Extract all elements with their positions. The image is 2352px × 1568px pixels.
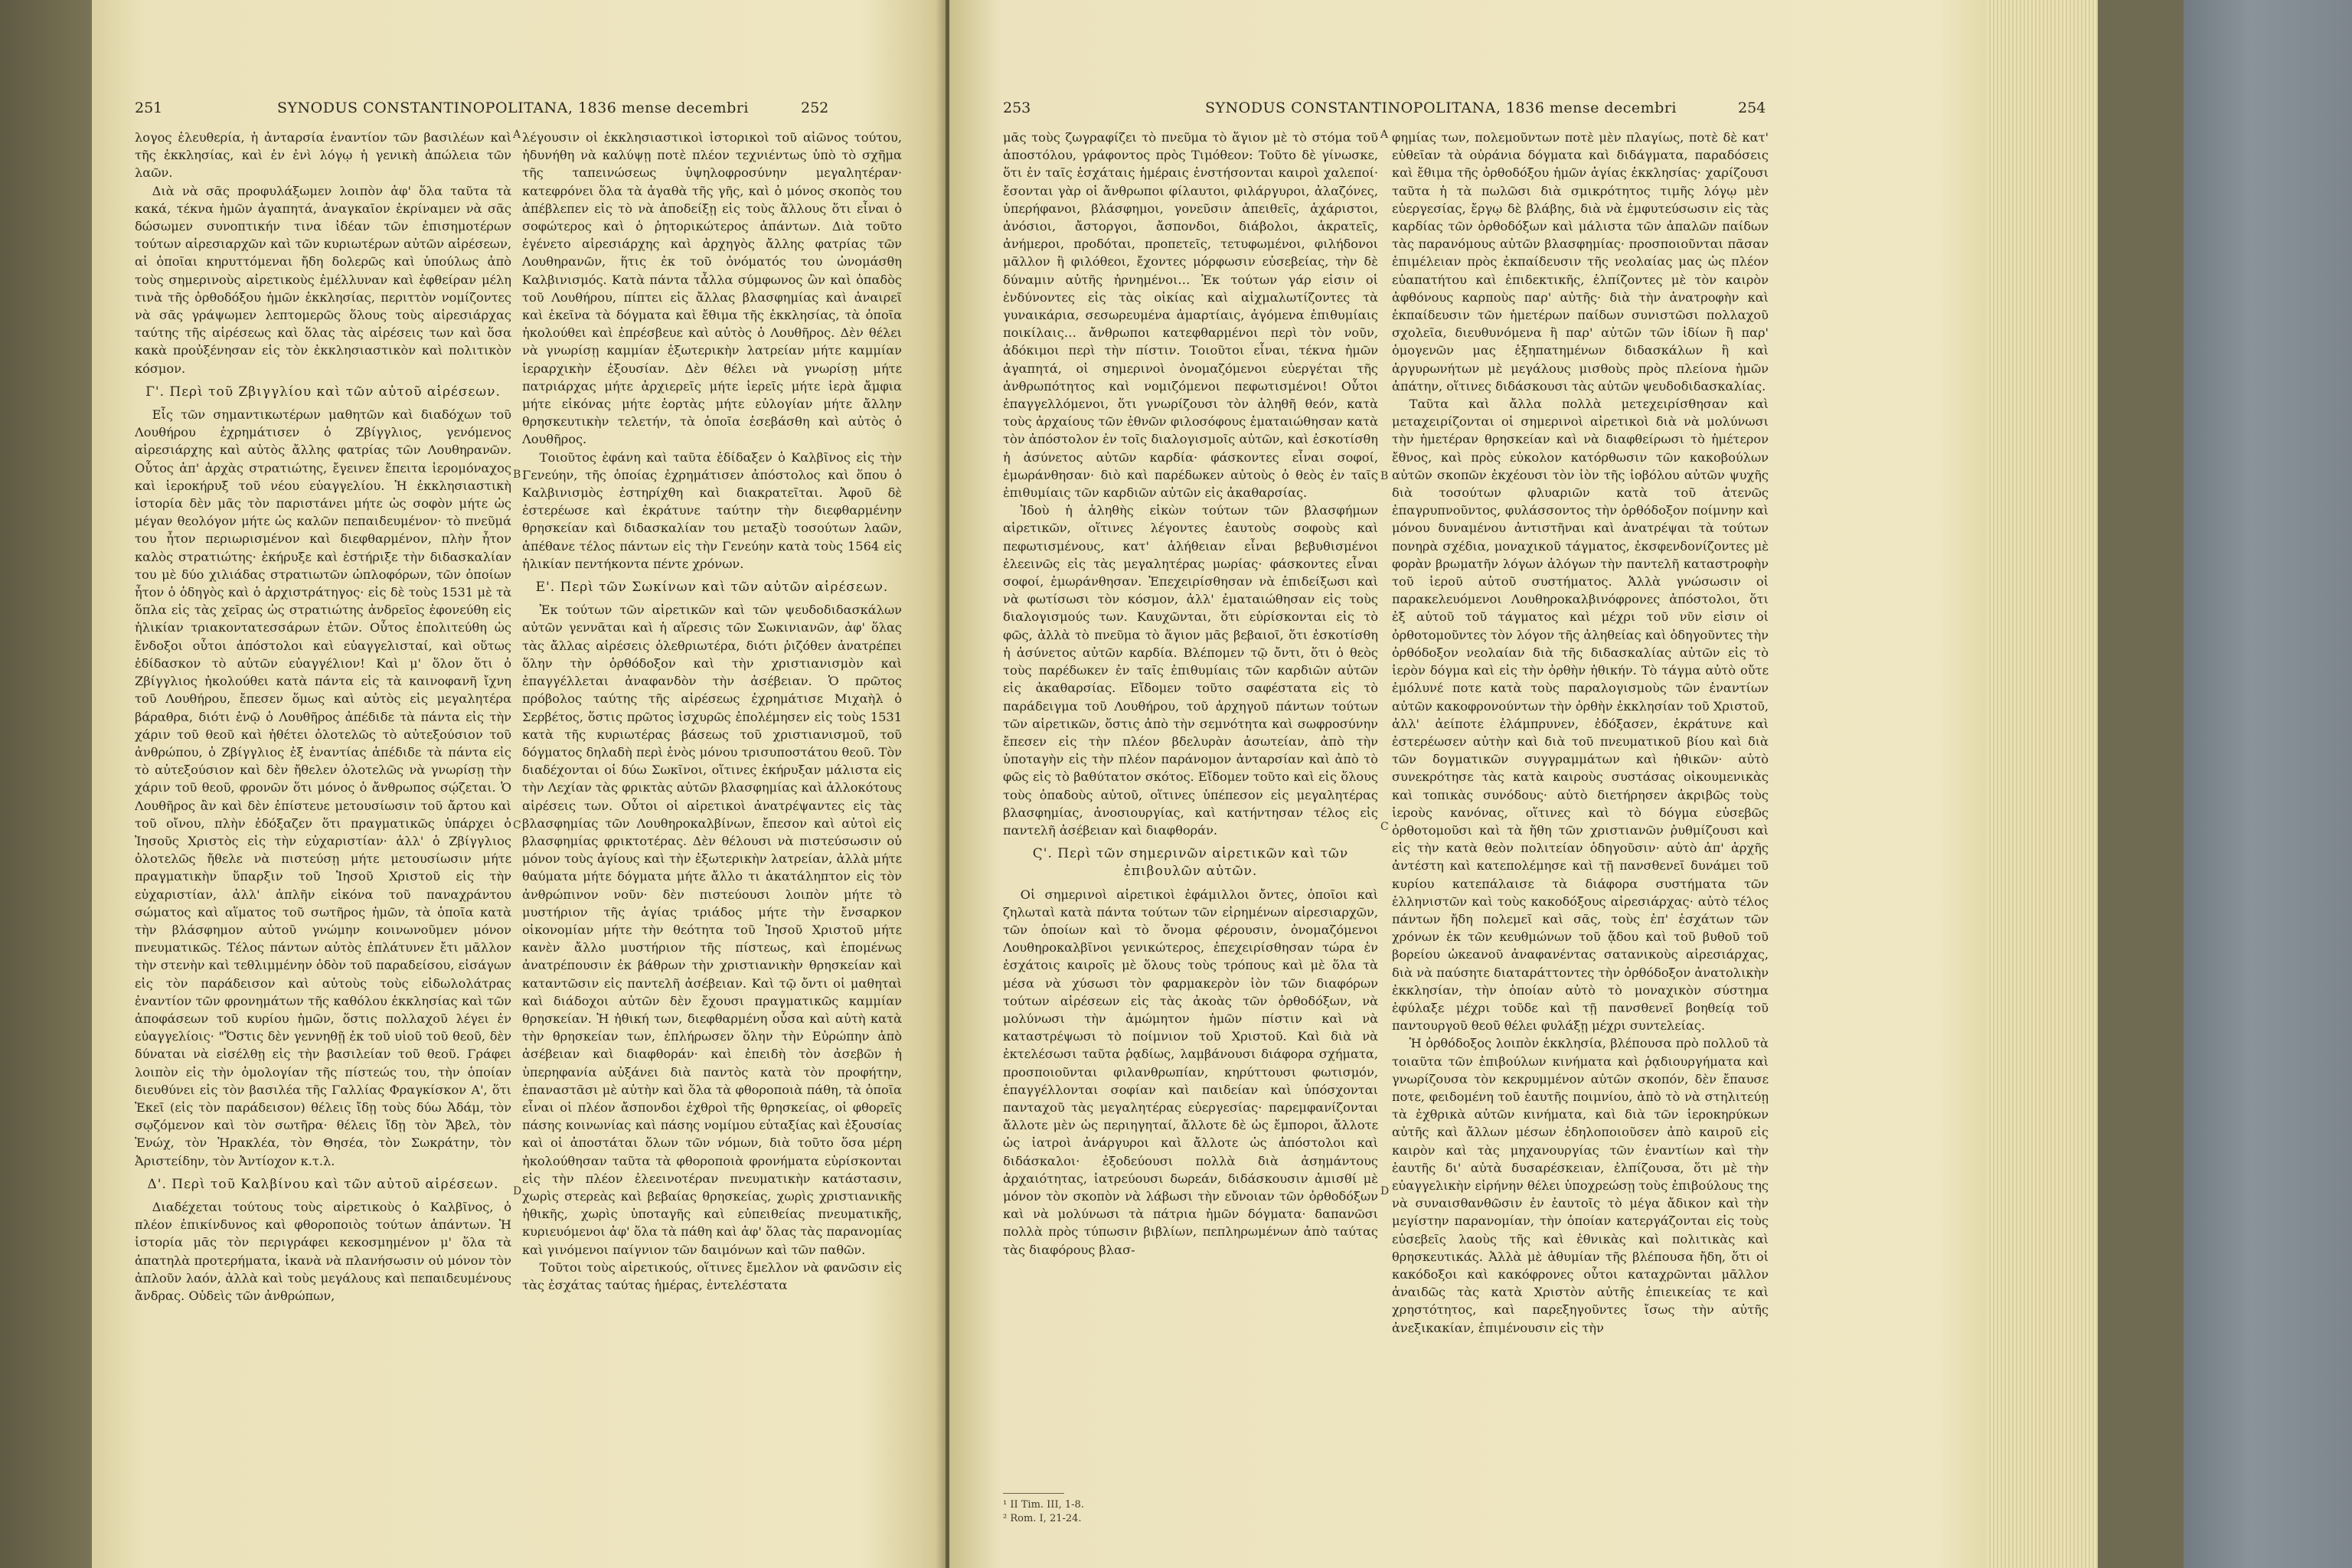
paragraph: Ἡ ὀρθόδοξος λοιπὸν ἐκκλησία, βλέπουσα πρὸ πολλοῦ τὰ τοιαῦτα τῶν ἐπιβούλων κινήματα καὶ ῥᾳδιουργήματα καὶ γνωρίζουσα τὸν κεκρυμμένον αὐτῶν σκοπόν, δὲν ἔπαυσε ποτε, φειδομένη τοῦ ἑαυτῆς ποιμνίου, ἀπὸ τὸ νὰ στηλιτεύῃ τὰ ἐχθρικὰ αὐτῶν κινήματα, καὶ διὰ τῶν ἱεροκηρύκων αὐτῆς καὶ ἄλλων μέσων ἐδηλοποιοῦσεν ἀπὸ καιροῦ εἰς καιρὸν καὶ τὰς μηχανουργίας τῶν ἐναντίων καὶ τὴν ἑαυτῆς δι' αὐτὰ δυσαρέσκειαν, ἐλπίζουσα, ὅτι μὲ τὴν εὐαγγελικὴν εἰρήνην θέλει ὑποχρεώσῃ τοὺς ἐπιβούλους της νὰ συναισθανθῶσιν ἐν ἑαυτοῖς τὸ μέγα ἄδικον καὶ τὴν μεγίστην παρανομίαν, τὴν ὁποίαν κατεργάζονται εἰς τοὺς εὐσεβεῖς λαοὺς τῆς καὶ ἐθνικὰς καὶ πολιτικὰς καὶ θρησκευτικάς. Ἀλλὰ μὲ ἀθυμίαν τῆς βλέπουσα ἤδη, ὅτι οἱ κακόδοξοι καὶ κακόφρονες οὗτοι καταχρῶνται μᾶλλον ἀναιδῶς τὰς κατὰ Χριστὸν αὐτῆς ἐπιεικείας τε καὶ χρηστότητος, καὶ παρεξηγοῦντες ἴσως τὴν αὐτῆς ἀνεξικακίαν, ἐπιμένουσιν εἰς τὴν [1392,1036,1769,1335]
left-page [92,0,946,1568]
section-marker: B [1380,470,1389,482]
section-heading: Δ'. Περὶ τοῦ Καλβίνου καὶ τῶν αὐτοῦ αἱρέσεων. [147,1176,499,1192]
table-surface-right [2184,0,2352,1568]
section-marker: A [513,129,521,141]
paragraph: μᾶς τοὺς ζωγραφίζει τὸ πνεῦμα τὸ ἅγιον μὲ τὸ στόμα τοῦ ἀποστόλου, γράφοντος πρὸς Τιμόθεον: Τοῦτο δὲ γίνωσκε, ὅτι ἐν ταῖς ἐσχάταις ἡμέραις ἐνστήσονται καιροὶ χαλεποί· ἔσονται γὰρ οἱ ἄνθρωποι φίλαυτοι, φιλάργυροι, ἀλαζόνες, ὑπερήφανοι, βλάσφημοι, γονεῦσιν ἀπειθεῖς, ἀχάριστοι, ἀνόσιοι, ἄστοργοι, ἄσπονδοι, διάβολοι, ἀκρατεῖς, ἀνήμεροι, προδόται, προπετεῖς, τετυφωμένοι, φιλήδονοι μᾶλλον ἢ φιλόθεοι, ἔχοντες μόρφωσιν εὐσεβείας, τὴν δὲ δύναμιν αὐτῆς ἠρνημένοι… Ἐκ τούτων γάρ εἰσιν οἱ ἐνδύνοντες εἰς τὰς οἰκίας καὶ αἰχμαλωτίζοντες τὰ γυναικάρια, σεσωρευμένα ἁμαρτίαις, ἀγόμενα ἐπιθυμίαις ποικίλαις… ἄνθρωποι κατεφθαρμένοι περὶ τὸν νοῦν, ἀδόκιμοι περὶ τὴν πίστιν. Τοιοῦτοι εἶναι, τέκνα ἡμῶν ἀγαπητά, οἱ σημερινοὶ ὀνομαζόμενοι εὐεργέται τῆς ἀνθρωπότητος καὶ νομιζόμενοι πεφωτισμένοι! Οὗτοι ἐπαγγελλόμενοι, ὅτι γνωρίζουσι τὸν ἀληθῆ θεόν, κατὰ τοὺς ἀρχαίους τῶν ἐθνῶν φιλοσόφους ἐματαιώθησαν κατὰ τὸν ἀπόστολον ἐν τοῖς διαλογισμοῖς αὐτῶν, καὶ ἐσκοτίσθη ἡ ἀσύνετος αὐτῶν καρδία· φάσκοντες εἶναι σοφοί, ἐμωράνθησαν· διὸ καὶ παρέδωκεν αὐτοὺς ὁ θεὸς ἐν ταῖς ἐπιθυμίαις τῶν καρδιῶν αὐτῶν εἰς ἀκαθαρσίας. [1003,130,1378,501]
footnote: ² Rom. I, 21-24. [1003,1513,1082,1524]
paragraph: λέγουσιν οἱ ἐκκλησιαστικοὶ ἱστορικοὶ τοῦ αἰῶνος τούτου, ἠδυνήθη νὰ καλύψῃ ποτὲ πλέον τεχνιέντως ὑπὸ τὸ σχῆμα τῆς ταπεινώσεως ὑψηλοφροσύνην μεγαλητέραν· κατεφρόνει ὅλα τὰ ἀγαθὰ τῆς γῆς, καὶ ὁ μόνος σκοπὸς του ἀπέβλεπεν εἰς τὸ νὰ ἀποδείξῃ εἰς τοὺς ἄλλους ὅτι εἶναι ὁ σοφώτερος καὶ ὁ ῥητορικώτερος ἁπάντων. Διὰ τοῦτο ἐγένετο αἱρεσιάρχης καὶ ἀρχηγὸς ἄλλης φατρίας τῶν Λουθηρανῶν, ἥτις ἐκ τοῦ ὀνόματός του ὠνομάσθη Καλβινισμός. Κατὰ πάντα τἆλλα σύμφωνος ὢν καὶ ὁπαδὸς τοῦ Λουθήρου, πίπτει εἰς ἄλλας βλασφημίας καὶ ἀναιρεῖ καὶ ἐκεῖνα τὰ δόγματα καὶ ἔθιμα τῆς ἐκκλησίας, τὰ ὁποῖα ἠκολούθει καὶ ἐπρέσβευε καὶ αὐτὸς ὁ Λουθῆρος. Δὲν θέλει νὰ γνωρίσῃ καμμίαν ἐξωτερικὴν λατρείαν μήτε καμμίαν ἱεραρχικὴν ἐξουσίαν. Δὲν θέλει νὰ γνωρίσῃ μήτε πατριάρχας μήτε ἀρχιερεῖς μήτε ἱερεῖς μήτε ἱερὰ ἄμφια μήτε εἰκόνας μήτε ἑορτὰς μήτε εὐλογίαν μήτε ἄλλην θρησκευτικὴν τελετήν, τὰ ὁποῖα ἐσεβάσθη καὶ αὐτὸς ὁ Λουθῆρος. [522,130,902,447]
running-head: SYNODUS CONSTANTINOPOLITANA, 1836 mense decembri [277,100,749,116]
right-page [949,0,1987,1568]
paragraph: Διὰ νὰ σᾶς προφυλάξωμεν λοιπὸν ἀφ' ὅλα ταῦτα τὰ κακά, τέκνα ἡμῶν ἀγαπητά, ἀναγκαῖον ἐκρίναμεν νὰ σᾶς δώσωμεν συνοπτικήν τινα ἰδέαν τῶν ἐπισημοτέρων τούτων αἱρεσιαρχῶν καὶ τῶν κυριωτέρων αὐτῶν αἱρέσεων, αἱ ὁποῖαι κηρυττόμεναι ἤδη δολερῶς καὶ ὑπούλως ἀπὸ τοὺς σημερινοὺς αἱρετικοὺς ἐμέλλυναν καὶ ἐφθείραν μέλη τινὰ τῆς ὀρθοδόξου ἡμῶν ἐκκλησίας, περιττὸν νομίζοντες νὰ σᾶς γράψωμεν λεπτομερῶς ὅλους τοὺς αἱρεσιάρχας ταύτης τῆς αἱρέσεως καὶ ὅλας τὰς αἱρέσεις των καὶ ὅσα κακὰ προὐξένησαν εἰς τὸν ἐκκλησιαστικὸν καὶ πολιτικὸν κόσμον. [135,183,511,376]
paragraph: Εἷς τῶν σημαντικωτέρων μαθητῶν καὶ διαδόχων τοῦ Λουθήρου ἐχρημάτισεν ὁ Ζβίγγλιος, γενόμενος αἱρεσιάρχης καὶ αὐτὸς ἄλλης φατρίας τῶν Λουθηρανῶν. Οὗτος ἀπ' ἀρχὰς στρατιώτης, ἔγεινεν ἔπειτα ἱερομόναχος καὶ ἱεροκήρυξ τοῦ νέου εὐαγγελίου. Ἡ ἐκκλησιαστικὴ ἱστορία δὲν μᾶς τὸν παριστάνει μήτε ὡς σοφὸν μήτε ὡς μέγαν θεολόγον μήτε ὡς καλῶν πεπαιδευμένον· τὸ πνεῦμά του ἦτον περιωρισμένον καὶ διεφθαρμένον, πλὴν ἦτον καλὸς στρατιώτης· ἐκήρυξε καὶ ἐστήριξε τὴν διδασκαλίαν του μὲ δύο χιλιάδας στρατιωτῶν ὡπλοφόρων, τῶν ὁποίων ἦτον ὁ ὁδηγὸς καὶ ὁ ἀρχιστράτηγος· εἰς δὲ τοὺς 1531 μὲ τὰ ὅπλα εἰς τὰς χεῖρας ὡς στρατιώτης ἀνδρεῖος ἐφονεύθη εἰς ἡλικίαν τριακοντατεσσάρων ἐτῶν. Οὗτος ἐπολιτεύθη ὡς ἔνδοξοι οὗτοι ἀπόστολοι καὶ εὐαγγελισταί, καὶ οὕτως ἐδίδασκον τὸ αὐτῶν εὐαγγέλιον! Καὶ μ' ὅλον ὅτι ὁ Ζβίγγλιος ἠκολούθει κατὰ πάντα εἰς τὰ καινοφανῆ ἴχνη τοῦ Λουθήρου, ἔπεσεν ὅμως καὶ αὐτὸς εἰς μεγαλητέρα βάραθρα, διότι ἐνῷ ὁ Λουθῆρος ἀπέδιδε τὰ πάντα εἰς τὴν χάριν τοῦ θεοῦ καὶ ἠθέτει ὁλοτελῶς τὸ αὐτεξούσιον τοῦ ἀνθρώπου, ὁ Ζβίγγλιος ἐξ ἐναντίας ἀπέδιδε τὰ πάντα εἰς τὸ αὐτεξούσιον καὶ δὲν ἤθελεν ὁλοτελῶς νὰ γνωρίσῃ τὴν χάριν τοῦ θεοῦ, φρονῶν ὅτι μόνος ὁ ἄνθρωπος σῴζεται. Ὁ Λουθῆρος ἂν καὶ δὲν ἐπίστευε μετουσίωσιν τοῦ ἄρτου καὶ τοῦ οἴνου, πλὴν ἐδόξαζεν ὅτι πραγματικῶς ὑπάρχει ὁ Ἰησοῦς Χριστὸς εἰς τὴν εὐχαριστίαν· ἀλλ' ὁ Ζβίγγλιος ὁλοτελῶς ἤθελε νὰ πιστεύσῃ μήτε μετουσίωσιν μήτε πραγματικὴν ὕπαρξιν τοῦ Ἰησοῦ Χριστοῦ εἰς τὴν εὐχαριστίαν, ἀλλ' ἁπλῆν εἰκόνα τοῦ παναχράντου σώματος καὶ αἵματος τοῦ σωτῆρος ἡμῶν, τὰ ὁποῖα κατὰ τὴν βλάσφημον αὐτοῦ γνώμην κοινωνοῦμεν μόνον πνευματικῶς. Τέλος πάντων αὐτὸς ἐπλάτυνεν ἔτι μᾶλλον τὴν στενὴν καὶ τεθλιμμένην ὁδὸν τοῦ παραδείσου, εἰσάγων εἰς τὸν παράδεισον καὶ αὐτοὺς τοὺς εἰδωλολάτρας ἐναντίον τῶν φρονημάτων τῆς καθόλου ἐκκλησίας καὶ τῶν ἀποφάσεων τοῦ κυρίου ἡμῶν, ὅστις πολλαχοῦ λέγει ἐν εὐαγγελίοις· "Ὅστις δὲν γεννηθῇ ἐκ τοῦ υἱοῦ τοῦ θεοῦ, δὲν δύναται νὰ εἰσέλθῃ εἰς τὴν βασιλείαν τοῦ θεοῦ. Γράφει λοιπὸν εἰς τὴν ὁμολογίαν τῆς πίστεώς του, τὴν ὁποίαν διευθύνει εἰς τὸν βασιλέα τῆς Γαλλίας Φραγκίσκον Α', ὅτι Ἐκεῖ (εἰς τὸν παράδεισον) θέλεις ἴδῃ τοὺς δύω Ἀδάμ, τὸν σῳζόμενον καὶ τὸν σωτῆρα· θέλεις ἴδῃ τὸν Ἄβελ, τὸν Ἐνώχ, τὸν Ἡρακλέα, τὸν Θησέα, τὸν Σωκράτην, τὸν Ἀριστείδην, τὸν Ἀντίοχον κ.τ.λ. [135,407,511,1168]
section-heading: Γ'. Περὶ τοῦ Ζβιγγλίου καὶ τῶν αὐτοῦ αἱρέσεων. [145,384,501,400]
page-number: 251 [135,100,163,116]
paragraph: Τοῦτοι τοὺς αἱρετικούς, οἵτινες ἔμελλον νὰ φανῶσιν εἰς τὰς ἐσχάτας ταύτας ἡμέρας, ἐντελέστατα [522,1259,902,1292]
section-marker: D [513,1185,522,1197]
section-marker: D [1380,1185,1390,1197]
paragraph: Τοιοῦτος ἐφάνη καὶ ταῦτα ἐδίδαξεν ὁ Καλβῖνος εἰς τὴν Γενεύην, τῆς ὁποίας ἐχρημάτισεν ἀπόστολος καὶ ὅπου ὁ Καλβινισμὸς ἐστηρίχθη καὶ διακρατεῖται. Ἀφοῦ δὲ ἐστερέωσε καὶ ἐκράτυνε ταύτην τὴν διεφθαρμένην θρησκείαν καὶ διδασκαλίαν του μεταξὺ τοσούτων λαῶν, ἀπέθανε τέλος πάντων εἰς τὴν Γενεύην κατὰ τοὺς 1564 εἰς ἡλικίαν πεντήκοντα πέντε χρόνων. [522,449,902,571]
table-surface-left [0,0,92,1568]
section-marker: A [1380,129,1389,141]
footnote: ¹ II Tim. III, 1-8. [1003,1499,1084,1511]
section-heading: Ε'. Περὶ τῶν Σωκίνων καὶ τῶν αὐτῶν αἱρέσεων. [535,580,889,596]
paragraph: φημίας των, πολεμοῦντων ποτὲ μὲν πλαγίως, ποτὲ δὲ κατ' εὐθεῖαν τὰ οὐράνια δόγματα καὶ διδάγματα, παραδόσεις καὶ ἔθιμα τῆς ὀρθοδόξου ἡμῶν ἁγίας ἐκκλησίας· χαρίζουσι ταῦτα ἡ τὰ πωλῶσι διὰ σμικρότητος τιμῆς λόγῳ μὲν εὐεργεσίας, ἔργῳ δὲ βλάβης, διὰ νὰ ἐμφυτεύσωσιν εἰς τὰς καρδίας τῶν ὀρθοδόξων καὶ μάλιστα τῶν ἁπαλῶν παίδων τὰς παρανόμους αὐτῶν βλασφημίας· προσποιοῦνται πᾶσαν ἐπιμέλειαν πρὸς ἐκπαίδευσιν τῆς νεολαίας μας ὡς πλέον εὐαπατήτου καὶ ἐπιδεκτικῆς, ἐλπίζοντες μὲ τὸν καιρὸν ἀφθόνους καρποὺς παρ' αὐτῆς· διὰ τὴν ἀνατροφὴν καὶ ἐκπαίδευσιν τῶν ἡμετέρων παίδων συνιστῶσι πολλαχοῦ σχολεῖα, διευθυνόμενα ἢ παρ' αὐτῶν τῶν ἰδίων ἢ παρ' ὁμογενῶν μας ἐξηπατημένων διδασκάλων ἢ καὶ ἀργυρωνήτων μὲ μεγάλους μισθοὺς πρὸς πλείονα ἡμῶν ἀπάτην, οἵτινες διδάσκουσι τὰς αὐτῶν ψευδοδιδασκαλίας. [1392,130,1769,394]
paragraph: Διαδέχεται τούτους τοὺς αἱρετικοὺς ὁ Καλβῖνος, ὁ πλέον ἐπικίνδυνος καὶ φθοροποιὸς τούτων ἁπάντων. Ἡ ἱστορία μᾶς τὸν περιγράφει κεκοσμημένον μ' ὅλα τὰ ἀπατηλὰ προτερήματα, ἱκανὰ νὰ πλανήσωσιν οὐ μόνον τὸν ἁπλοῦν λαόν, ἀλλὰ καὶ τοὺς μεγάλους καὶ πεπαιδευμένους ἄνδρας. Οὐδεὶς τῶν ἀνθρώπων, [135,1199,511,1303]
page-number: 254 [1738,100,1766,116]
text-column [1392,129,1769,1553]
text-column [1003,129,1378,1476]
running-head: SYNODUS CONSTANTINOPOLITANA, 1836 mense decembri [1205,100,1677,116]
paragraph: Ταῦτα καὶ ἄλλα πολλὰ μετεχειρίσθησαν καὶ μεταχειρίζονται οἱ σημερινοὶ αἱρετικοὶ διὰ νὰ μολύνωσι τὴν ἡμετέραν θρησκείαν καὶ νὰ διαφθείρωσι τὸ ἡμέτερον ἔθνος, καὶ πρὸς εὐκολον κατόρθωσιν τῶν κακοβούλων αὐτῶν σκοπῶν ἐκχέουσι τὸν ἰὸν τῆς ἰοβόλου αὐτῶν ψυχῆς διὰ τοσούτων φλυαριῶν κατὰ τοῦ ἀτενῶς ἐπαγρυπνοῦντος, φυλάσσοντος τὴν ὀρθόδοξον ποίμνην καὶ μόνου δυναμένου ἀντιστῆναι καὶ ἀνατρέψαι τὰ τούτων πονηρὰ σχέδια, μοναχικοῦ τάγματος, ἐκσφενδονίζοντες μὲ φορὰν βρωματῆν λόγων ἀλόγων τὴν παντελῆ καταστροφὴν τοῦ ἱεροῦ αὐτοῦ συστήματος. Ἀλλὰ γνώσωσιν οἱ παρακελευόμενοι Λουθηροκαλβινόφρονες ἀπόστολοι, ὅτι ἐξ αὐτοῦ τοῦ τάγματος καὶ μέχρι τοῦ νῦν εἰσιν οἱ ὀρθοτομοῦντες τὸν λόγον τῆς ἀληθείας καὶ ὁδηγοῦντες τὴν ὀρθόδοξον νεολαίαν διὰ τῆς διδασκαλίας αὐτῶν εἰς τὸ ἱερὸν δόγμα καὶ εἰς τὴν ὀρθὴν ἠθικήν. Τὸ τάγμα αὐτὸ οὔτε ἐμόλυνέ ποτε κατὰ τοὺς παραλογισμοὺς τῶν ἐναντίων αὐτῶν κακοφρονούντων τὴν ὀρθὴν ἐκκλησίαν τοῦ Χριστοῦ, ἀλλ' ἀείποτε ἐλάμπρυνεν, ἐδόξασεν, ἐκράτυνε καὶ ἐστερέωσεν αὐτὴν καὶ διὰ τοῦ πνευματικοῦ βίου καὶ διὰ τῶν δογματικῶν συγγραμμάτων καὶ ἠθικῶν· αὐτὸ συνεκρότησε τὰς κατὰ καιροὺς συστάσας οἰκουμενικὰς καὶ τοπικὰς συνόδους· αὐτὸ διετήρησεν ἀκριβῶς τοὺς ἱεροὺς κανόνας, οἵτινες καὶ τὸ δόγμα εὐσεβῶς ὀρθοτομοῦσι καὶ τὰ ἤθη τῶν χριστιανῶν ῥυθμίζουσι καὶ εἰς τὴν κατὰ θεὸν πολιτείαν ὁδηγοῦσιν· αὐτὸ ἀπ' ἀρχῆς ἀντέστη καὶ κατεπολέμησε καὶ τῇ πανσθενεῖ δυνάμει τοῦ κυρίου κατεπάλαισε τὰ διάφορα συστήματα τῶν ἑλληνιστῶν καὶ τοὺς κακοδόξους αἱρεσιάρχας· αὐτὸ τέλος πάντων ἤδη πολεμεῖ καὶ σᾶς, τοὺς ἐπ' ἐσχάτων τῶν χρόνων ἐκ τῶν κευθμώνων τοῦ ᾅδου καὶ τοῦ βυθοῦ τοῦ βορείου ὠκεανοῦ ἀναφανέντας σατανικοὺς αἱρεσιάρχας, διὰ νὰ παύσητε διαταράττοντες τὴν ὀρθόδοξον ἀνατολικὴν ἐκκλησίαν, τὴν ὁποίαν αὐτὸ τὸ μοναχικὸν σύστημα ἐφύλαξε μέχρι τοῦδε καὶ τῇ πανσθενεῖ βοηθείᾳ τοῦ παντουργοῦ θεοῦ θέλει φυλάξῃ μέχρι συντελείας. [1392,397,1769,1034]
paragraph: Οἱ σημερινοὶ αἱρετικοὶ ἐφάμιλλοι ὄντες, ὁποῖοι καὶ ζηλωταὶ κατὰ πάντα τούτων τῶν εἰρημένων αἱρεσιαρχῶν, τῶν ὁποίων καὶ τὸ ὄνομα φέρουσιν, ὀνομαζόμενοι Λουθηροκαλβῖνοι γενικώτερος, ἐπεχειρίσθησαν τώρα ἐν ἐσχάτοις καιροῖς μὲ ὅλους τοὺς τρόπους καὶ μὲ ὅλα τὰ μέσα νὰ χύσωσι τὸν φαρμακερὸν ἰὸν τῶν διαφόρων τούτων αἱρέσεων εἰς τὰς ἀκοὰς τῶν ὀρθοδόξων, νὰ μολύνωσι τὴν ἀμώμητον ἡμῶν πίστιν καὶ νὰ καταστρέψωσι τὸ ποίμνιον τοῦ Χριστοῦ. Καὶ διὰ νὰ ἐκτελέσωσι ταῦτα ῥᾳδίως, λαμβάνουσι διάφορα σχήματα, προσποιοῦνται φιλανθρωπίαν, κηρύττουσι φωτισμόν, ἐπαγγέλλονται σοφίαν καὶ παιδείαν καὶ ὑπόσχονται πανταχοῦ τὰς μεγαλητέρας εὐεργεσίας· παρεμφανίζονται ἄλλοτε μὲν ὡς περιηγηταί, ἄλλοτε δὲ ὡς ἔμποροι, ἄλλοτε ὡς ἰατροὶ ἀνάργυροι καὶ ἄλλοτε ὡς ἀπόστολοι καὶ διδάσκαλοι· ἐξοδεύουσι πολλὰ διὰ ἀσημάντους ἀρχαιότητας, ἰατρεύουσι δωρεάν, διδάσκουσιν ἀμισθί μὲ μόνον τὸν σκοπὸν νὰ λάβωσι τὴν εὔνοιαν τῶν ὀρθοδόξων καὶ νὰ μολύνωσι τὰ πάτρια ἡμῶν δόγματα· δαπανῶσι πολλὰ πρὸς τύπωσιν βιβλίων, πεπληρωμένων ἀπὸ ταύτας τὰς διαφόρους βλασ- [1003,887,1378,1257]
paragraph: λογος ἐλευθερία, ἡ ἀνταρσία ἐναντίον τῶν βασιλέων καὶ τῆς ἐκκλησίας, καὶ ἐν ἑνὶ λόγῳ ἡ γενικὴ ἀπώλεια τῶν λαῶν. [135,130,511,181]
page-number: 252 [801,100,829,116]
page-number: 253 [1003,100,1031,116]
page-edges [1983,0,2098,1568]
section-marker: C [513,819,521,831]
paragraph: Ἐκ τούτων τῶν αἱρετικῶν καὶ τῶν ψευδοδιδασκάλων αὐτῶν γεννᾶται καὶ ἡ αἵρεσις τῶν Σωκινιανῶν, ἀφ' ὅλας τὰς ἄλλας αἱρέσεις ὀλεθριωτέρα, διότι ῥιζόθεν ἀνατρέπει ὅλην τὴν ὀρθόδοξον καὶ τὴν χριστιανισμὸν καὶ ἐπαγγέλλεται ἀναφανδὸν τὴν ἀσέβειαν. Ὁ πρῶτος πρόβολος ταύτης τῆς αἱρέσεως ἐχρημάτισε Μιχαὴλ ὁ Σερβέτος, ὅστις πρῶτος ἰσχυρῶς ἐπολέμησεν εἰς τοὺς 1531 κατὰ τῆς κυριωτέρας βάσεως τοῦ χριστιανισμοῦ, τοῦ δόγματος δηλαδὴ περὶ ἑνὸς μόνου τρισυποστάτου θεοῦ. Τὸν διαδέχονται οἱ δύω Σωκῖνοι, οἵτινες ἐκήρυξαν μάλιστα εἰς τὴν Λεχίαν τὰς φρικτὰς αὐτῶν βλασφημίας καὶ ἀλλοκότους αἱρέσεις των. Οὗτοι οἱ αἱρετικοὶ ἀνατρέψαντες εἰς τὰς βλασφημίας τῶν Λουθηροκαλβίνων, ἔπεσον καὶ αὐτοὶ εἰς βλασφημίας φρικτοτέρας. Δὲν θέλουσι νὰ πιστεύσωσιν οὐ μόνον τοὺς ἁγίους καὶ τὴν ἐξωτερικὴν λατρείαν, ἀλλὰ μήτε θαύματα μήτε δόγματα μήτε ἄλλο τι ἀκατάληπτον εἰς τὸν ἀνθρώπινον νοῦν· δὲν πιστεύουσι λοιπὸν μήτε τὸ μυστήριον τῆς ἁγίας τριάδος μήτε τὴν ἔνσαρκον οἰκονομίαν μήτε τὴν θεότητα τοῦ Ἰησοῦ Χριστοῦ μήτε κανὲν ἄλλο μυστήριον τῆς πίστεως, καὶ ἑπομένως ἀνατρέπουσιν ἐκ βάθρων τὴν χριστιανικὴν θρησκείαν καὶ καταντῶσιν εἰς παντελῆ ἀσέβειαν. Καὶ τῷ ὄντι οἱ μαθηταὶ καὶ διάδοχοι αὐτῶν δὲν ἔχουσι πραγματικῶς καμμίαν θρησκείαν. Ἡ ἠθική των, διεφθαρμένη οὖσα καὶ αὐτὴ κατὰ τὴν θρησκείαν των, ἐπλήρωσεν ὅλην τὴν Εὐρώπην ἀπὸ ἀσέβειαν καὶ διαφθοράν· καὶ ἐπειδὴ τὸν ἀσεβῶν ἡ ὑπερηφανία αὐξάνει διὰ παντὸς κατὰ τὸν προφήτην, ἐπαναστᾶσι μὲ αὐτὴν καὶ ὅλα τὰ φθοροποιὰ πάθη, τὰ ὁποῖα εἶναι οἱ πλέον ἄσπονδοι ἐχθροὶ τῆς θρησκείας, οἱ φθορεῖς πάσης κοινωνίας καὶ πάσης νομίμου εὐταξίας καὶ ἐξουσίας καὶ οἱ ἀποστάται ὅλων τῶν νόμων, διὰ τοῦτο ὅσα μέρη ἠκολούθησαν ταῦτα τὰ φθοροποιὰ φρονήματα εὑρίσκονται εἰς τὴν πλέον ἐλεεινοτέραν πνευματικὴν κατάστασιν, χωρὶς στερεὰς καὶ βεβαίας θρησκείας, χωρὶς χριστιανικῆς ἠθικῆς, χωρὶς ὑποταγῆς καὶ εὐπειθείας πνευματικῆς, κυριευόμενοι ἀφ' ὅλα τὰ πάθη καὶ ἀφ' ὅλας τὰς παρανομίας καὶ γινόμενοι παίγνιον τῶν δαιμόνων καὶ τῶν παθῶν. [522,603,902,1257]
section-heading: Ϛ'. Περὶ τῶν σημερινῶν αἱρετικῶν καὶ τῶν ἐπιβουλῶν αὐτῶν. [1032,846,1349,880]
footnotes [1003,1493,1370,1526]
paragraph: Ἰδοὺ ἡ ἀληθὴς εἰκὼν τούτων τῶν βλασφήμων αἱρετικῶν, οἵτινες λέγοντες ἑαυτοὺς σοφοὺς καὶ πεφωτισμένους, κατ' ἀλήθειαν εἶναι βεβυθισμένοι ἐλεεινῶς εἰς τὰς μεγαλητέρας μωρίας· φάσκοντες εἶναι σοφοί, ἐμωράνθησαν. Ἐπεχειρίσθησαν νὰ ἐπιδείξωσι καὶ νὰ φωτίσωσι τὸν κόσμον, ἀλλ' ἐματαιώθησαν εἰς τοὺς διαλογισμούς των. Καυχῶνται, ὅτι εὑρίσκονται εἰς τὸ φῶς, ἀλλὰ τὸ πνεῦμα τὸ ἅγιον μᾶς βεβαιοῖ, ὅτι ἐσκοτίσθη ἡ ἀσύνετος αὐτῶν καρδία. Βλέπομεν τῷ ὄντι, ὅτι ὁ θεὸς τοὺς παρέδωκεν ἐν ταῖς ἐπιθυμίαις τῶν καρδιῶν αὐτῶν εἰς ἀκαθαρσίας. Εἴδομεν τοῦτο σαφέστατα εἰς τὸ παράδειγμα τοῦ Λουθήρου, τοῦ ἀρχηγοῦ πάντων τούτων τῶν αἱρετικῶν, ὅστις ἀπὸ τὴν σεμνότητα καὶ σωφροσύνην ἔπεσεν εἰς τὴν πλέον βδελυρὰν ἀσωτείαν, ἀπὸ τὴν ὑποταγὴν εἰς τὴν πλέον παράνομον ἀνταρσίαν καὶ ἀπὸ τὸ φῶς εἰς τὸ βαθύτατον σκότος. Εἴδομεν τοῦτο καὶ εἰς ὅλους τοὺς ὀπαδοὺς αὐτοῦ, οἵτινες ὑπέπεσον εἰς μεγαλητέρας βλασφημίας, ἀνοσιουργίας, καὶ κατήντησαν τέλος εἰς παντελῆ ἀσέβειαν καὶ διαφθοράν. [1003,503,1378,838]
text-column [135,129,511,1553]
section-marker: C [1380,821,1389,833]
text-column [522,129,902,1553]
section-marker: B [513,469,521,481]
